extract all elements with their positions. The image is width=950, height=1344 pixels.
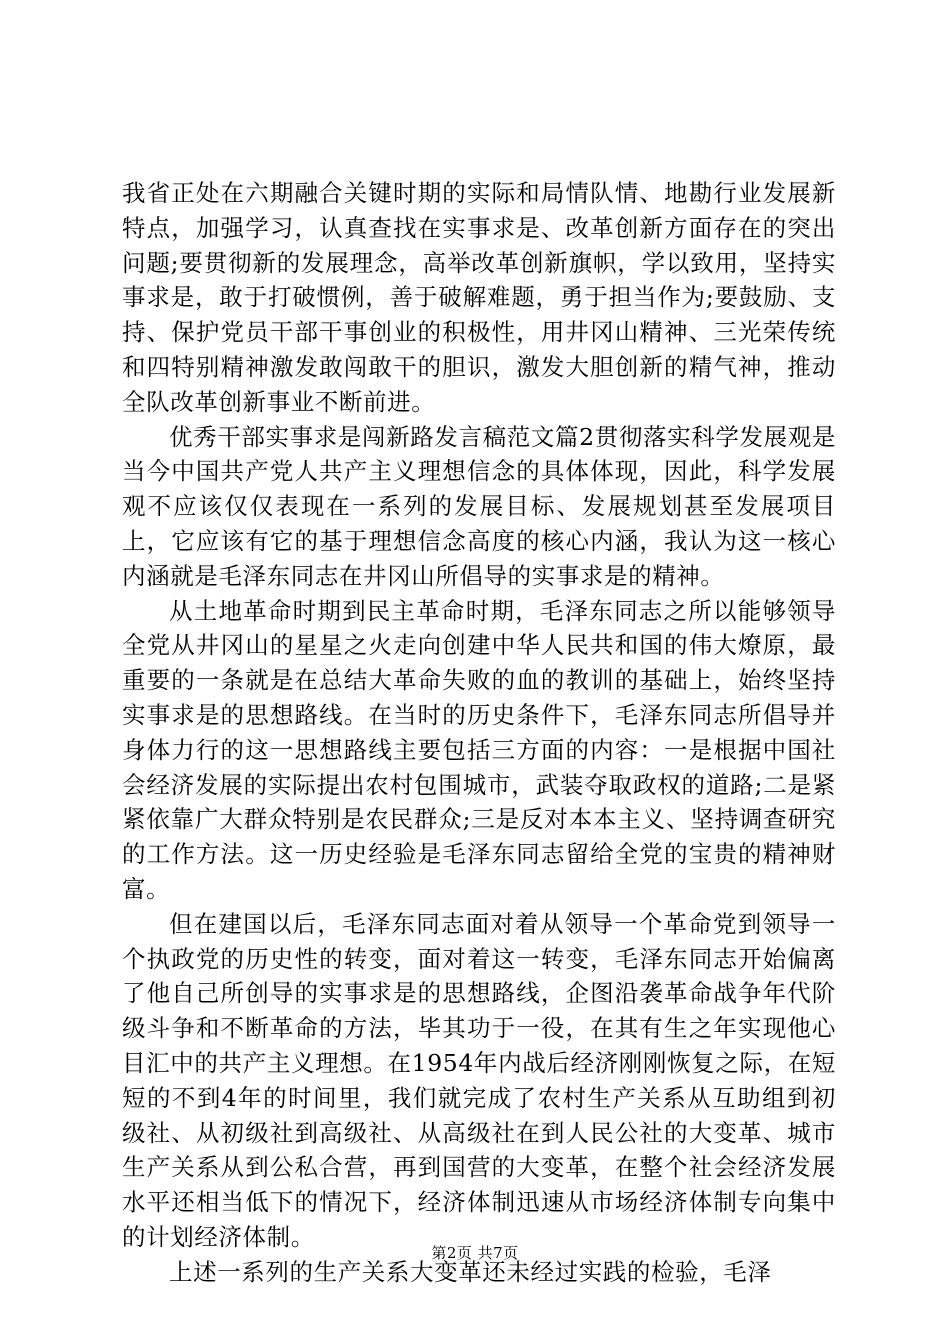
paragraph-5: 上述一系列的生产关系大变革还未经过实践的检验，毛泽 <box>169 1257 772 1286</box>
paragraph-1: 我省正处在六期融合关键时期的实际和局情队情、地勘行业发展新特点，加强学习，认真查找在实事求是、改革创新方面存在的突出问题;要贯彻新的发展理念，高举改革创新旗帜，学以致用，坚持实事求是，敢于打破惯例，善于破解难题，勇于担当作为;要鼓励、支持、保护党员干部干事创业的积极性，用井冈山精神、三光荣传统和四特别精神激发敢闯敢干的胆识，激发大胆创新的精气神，推动全队改革创新事业不断前进。 <box>122 179 836 416</box>
page-number-footer: 第2页 共7页 <box>431 1244 519 1262</box>
paragraph-2: 优秀干部实事求是闯新路发言稿范文篇2贯彻落实科学发展观是当今中国共产党人共产主义理想信念的具体体现，因此，科学发展观不应该仅仅表现在一系列的发展目标、发展规划甚至发展项目上，它应该有它的基于理想信念高度的核心内涵，我认为这一核心内涵就是毛泽东同志在井冈山所倡导的实事求是的精神。 <box>122 422 836 590</box>
paragraph-3: 从土地革命时期到民主革命时期，毛泽东同志之所以能够领导全党从井冈山的星星之火走向创建中华人民共和国的伟大燎原，最重要的一条就是在总结大革命失败的血的教训的基础上，始终坚持实事求是的思想路线。在当时的历史条件下，毛泽东同志所倡导并身体力行的这一思想路线主要包括三方面的内容：一是根据中国社会经济发展的实际提出农村包围城市，武装夺取政权的道路;二是紧紧依靠广大群众特别是农民群众;三是反对本本主义、坚持调查研究的工作方法。这一历史经验是毛泽东同志留给全党的宝贵的精神财富。 <box>122 596 836 903</box>
paragraph-4: 但在建国以后，毛泽东同志面对着从领导一个革命党到领导一个执政党的历史性的转变，面对着这一转变，毛泽东同志开始偏离了他自己所创导的实事求是的思想路线，企图沿袭革命战争年代阶级斗争和不断革命的方法，毕其功于一役，在其有生之年实现他心目汇中的共产主义理想。在1954年内战后经济刚刚恢复之际，在短短的不到4年的时间里，我们就完成了农村生产关系从互助组到初级社、从初级社到高级社、从高级社在到人民公社的大变革、城市生产关系从到公私合营，再到国营的大变革，在整个社会经济发展水平还相当低下的情况下，经济体制迅速从市场经济体制专向集中的计划经济体制。 <box>122 909 836 1251</box>
document-body <box>122 176 836 1290</box>
